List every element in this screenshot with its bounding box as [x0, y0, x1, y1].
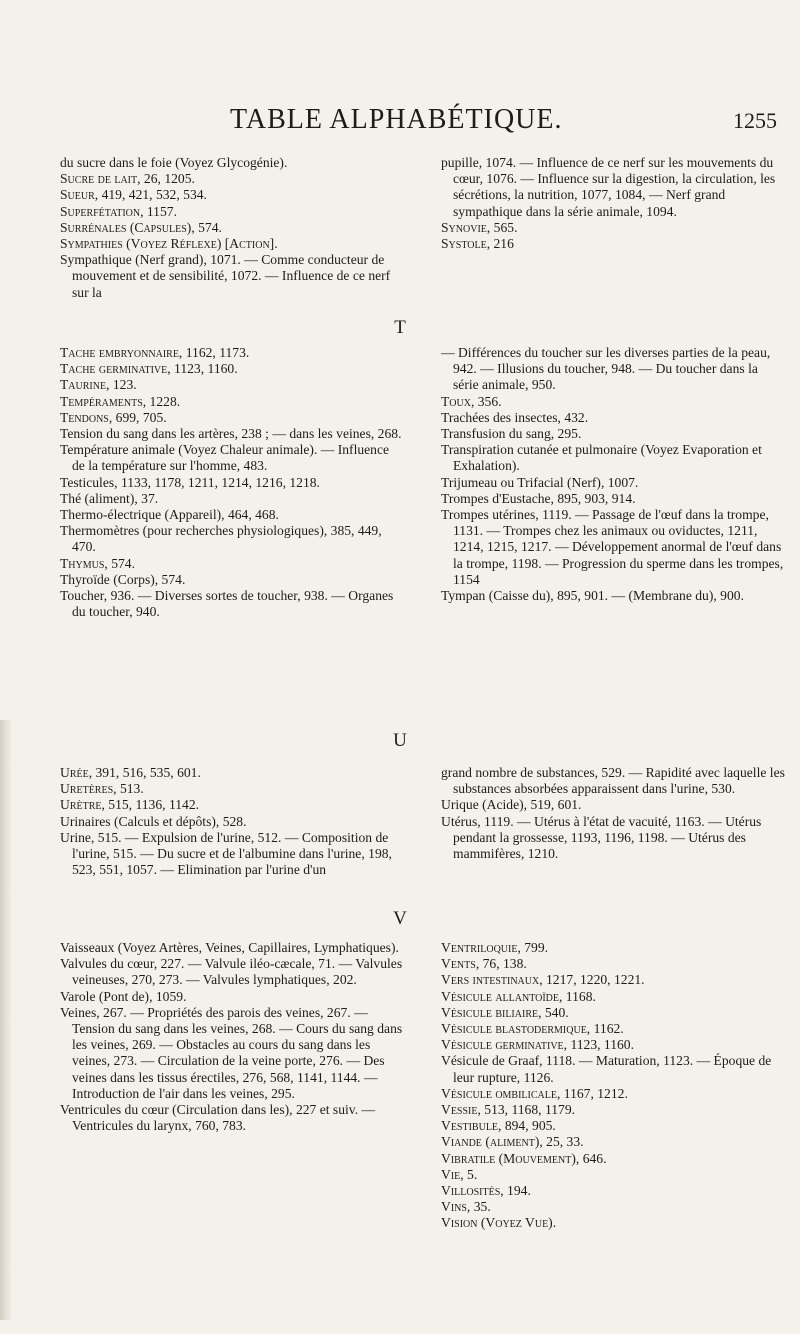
index-entry: Transfusion du sang, 295.	[441, 426, 582, 442]
index-entry: grand nombre de substances, 529. — Rapidité avec laquelle les substances absorbées apparaissent dans l'urine, 530.	[441, 765, 785, 797]
index-entry: Superfétation, 1157.	[60, 203, 177, 219]
index-entry: Tempéraments, 1228.	[60, 393, 181, 409]
running-header	[0, 104, 800, 144]
index-entry: pupille, 1074. — Influence de ce nerf sur les mouvements du cœur, 1076. — Influence sur la digestion, la circulation, les sécrétions, la nutrition, 1077, 1084, — Nerf grand sympathique dans la série animale, 1094.	[441, 155, 776, 219]
section-letter-v: V	[393, 908, 407, 929]
index-entry: Température animale (Voyez Chaleur animale). — Influence de la température sur l'homme, 483.	[60, 442, 390, 474]
index-entry: Urètre, 515, 1136, 1142.	[60, 797, 200, 813]
column-right	[441, 765, 786, 862]
index-entry: Vessie, 513, 1168, 1179.	[441, 1102, 576, 1118]
index-entry: Taurine, 123.	[60, 377, 137, 393]
index-entry: Surrénales (Capsules), 574.	[60, 219, 222, 235]
index-entry: Ventricules du cœur (Circulation dans les), 227 et suiv. — Ventricules du larynx, 760, 783.	[60, 1102, 376, 1134]
index-entry: Tache embryonnaire, 1162, 1173.	[60, 345, 250, 360]
index-entry: Vésicule blastodermique, 1162.	[441, 1021, 624, 1037]
index-entry: Utérus, 1119. — Utérus à l'état de vacuité, 1163. — Utérus pendant la grossesse, 1193, 1196, 1198. — Utérus des mammifères, 1210.	[441, 813, 762, 862]
index-entry: Uretères, 513.	[60, 781, 144, 797]
index-entry: Vents, 76, 138.	[441, 956, 527, 972]
section-v	[0, 940, 800, 1260]
index-entry: Trompes d'Eustache, 895, 903, 914.	[441, 490, 636, 506]
index-entry: Thé (aliment), 37.	[60, 490, 159, 506]
index-entry: Thermomètres (pour recherches physiologiques), 385, 449, 470.	[60, 523, 382, 555]
index-entry: Testicules, 1133, 1178, 1211, 1214, 1216, 1218.	[60, 474, 320, 490]
index-entry: Ventriloquie, 799.	[441, 940, 549, 955]
index-entry: Vésicule de Graaf, 1118. — Maturation, 1123. — Époque de leur rupture, 1126.	[441, 1053, 772, 1085]
column-left	[60, 940, 405, 1134]
section-letter-t: T	[394, 317, 406, 338]
section-letter-u: U	[393, 730, 407, 751]
index-entry: Viande (aliment), 25, 33.	[441, 1134, 584, 1150]
page-number: 1255	[733, 108, 777, 133]
index-entry: Transpiration cutanée et pulmonaire (Voyez Evaporation et Exhalation).	[441, 442, 762, 474]
index-entry: du sucre dans le foie (Voyez Glycogénie).	[60, 155, 288, 170]
section-t	[0, 345, 800, 725]
section-s-continued	[0, 155, 800, 315]
index-entry: Urinaires (Calculs et dépôts), 528.	[60, 813, 247, 829]
index-entry: Vins, 35.	[441, 1199, 491, 1215]
index-entry: Sympathique (Nerf grand), 1071. — Comme conducteur de mouvement et de sensibilité, 1072. — Influence de ce nerf sur la	[60, 252, 391, 300]
column-right	[441, 155, 786, 252]
index-entry: — Différences du toucher sur les diverses parties de la peau, 942. — Illusions du toucher, 948. — Du toucher dans la série animale, 950.	[441, 345, 771, 393]
index-entry: Synovie, 565.	[441, 219, 518, 235]
index-entry: Trachées des insectes, 432.	[441, 409, 589, 425]
index-entry: Toucher, 936. — Diverses sortes de toucher, 938. — Organes du toucher, 940.	[60, 588, 394, 620]
index-entry: Urée, 391, 516, 535, 601.	[60, 765, 201, 780]
index-entry: Toux, 356.	[441, 393, 502, 409]
index-entry: Sympathies (Voyez Réflexe) [Action].	[60, 236, 278, 252]
index-entry: Vésicule biliaire, 540.	[441, 1004, 569, 1020]
index-entry: Tension du sang dans les artères, 238 ; — dans les veines, 268.	[60, 426, 402, 442]
column-left	[60, 765, 405, 878]
index-entry: Vibratile (Mouvement), 646.	[441, 1150, 607, 1166]
index-entry: Trijumeau ou Trifacial (Nerf), 1007.	[441, 474, 639, 490]
index-entry: Vésicule ombilicale, 1167, 1212.	[441, 1085, 628, 1101]
index-entry: Systole, 216	[441, 236, 514, 252]
column-left	[60, 155, 405, 301]
index-entry: Urique (Acide), 519, 601.	[441, 797, 582, 813]
index-entry: Thymus, 574.	[60, 555, 136, 571]
column-right	[441, 345, 786, 604]
index-entry: Urine, 515. — Expulsion de l'urine, 512. — Composition de l'urine, 515. — Du sucre et de l'albumine dans l'urine, 198, 523, 551, 1057. — Elimination par l'urine d'un	[60, 829, 392, 878]
page-title: TABLE ALPHABÉTIQUE.	[230, 104, 563, 135]
index-entry: Tendons, 699, 705.	[60, 409, 167, 425]
index-entry: Tympan (Caisse du), 895, 901. — (Membrane du), 900.	[441, 588, 744, 604]
index-entry: Vésicule allantoïde, 1168.	[441, 988, 596, 1004]
index-entry: Vision (Voyez Vue).	[441, 1215, 557, 1231]
section-u	[0, 765, 800, 915]
index-entry: Villosités, 194.	[441, 1183, 531, 1199]
column-left	[60, 345, 405, 620]
index-entry: Thyroïde (Corps), 574.	[60, 571, 186, 587]
index-entry: Vésicule germinative, 1123, 1160.	[441, 1037, 635, 1053]
index-entry: Sueur, 419, 421, 532, 534.	[60, 187, 207, 203]
index-entry: Valvules du cœur, 227. — Valvule iléo-cæcale, 71. — Valvules veineuses, 270, 273. — Valvules lymphatiques, 202.	[60, 956, 403, 988]
index-entry: Trompes utérines, 1119. — Passage de l'œuf dans la trompe, 1131. — Trompes chez les animaux ou oviductes, 1211, 1214, 1215, 1217. — Développement anormal de l'œuf dans la trompe, 1198. — Progression du sperme dans les trompes, 1154	[441, 507, 784, 587]
index-entry: Varole (Pont de), 1059.	[60, 988, 187, 1004]
index-entry: Tache germinative, 1123, 1160.	[60, 361, 238, 377]
index-entry: Veines, 267. — Propriétés des parois des veines, 267. — Tension du sang dans les veines, 268. — Cours du sang dans les veines, 269. — Obstacles au cours du sang dans les veines, 273. — Circulation de la veine porte, 276. — Des veines dans les tissus érectiles, 276, 568, 1141, 1144. — Introduction de l'air dans les veines, 295.	[60, 1004, 403, 1101]
index-entry: Vie, 5.	[441, 1166, 478, 1182]
index-entry: Sucre de lait, 26, 1205.	[60, 171, 195, 187]
index-entry: Vers intestinaux, 1217, 1220, 1221.	[441, 972, 645, 988]
index-entry: Thermo-électrique (Appareil), 464, 468.	[60, 507, 279, 523]
column-right	[441, 940, 786, 1232]
index-entry: Vaisseaux (Voyez Artères, Veines, Capillaires, Lymphatiques).	[60, 940, 399, 955]
index-entry: Vestibule, 894, 905.	[441, 1118, 556, 1134]
